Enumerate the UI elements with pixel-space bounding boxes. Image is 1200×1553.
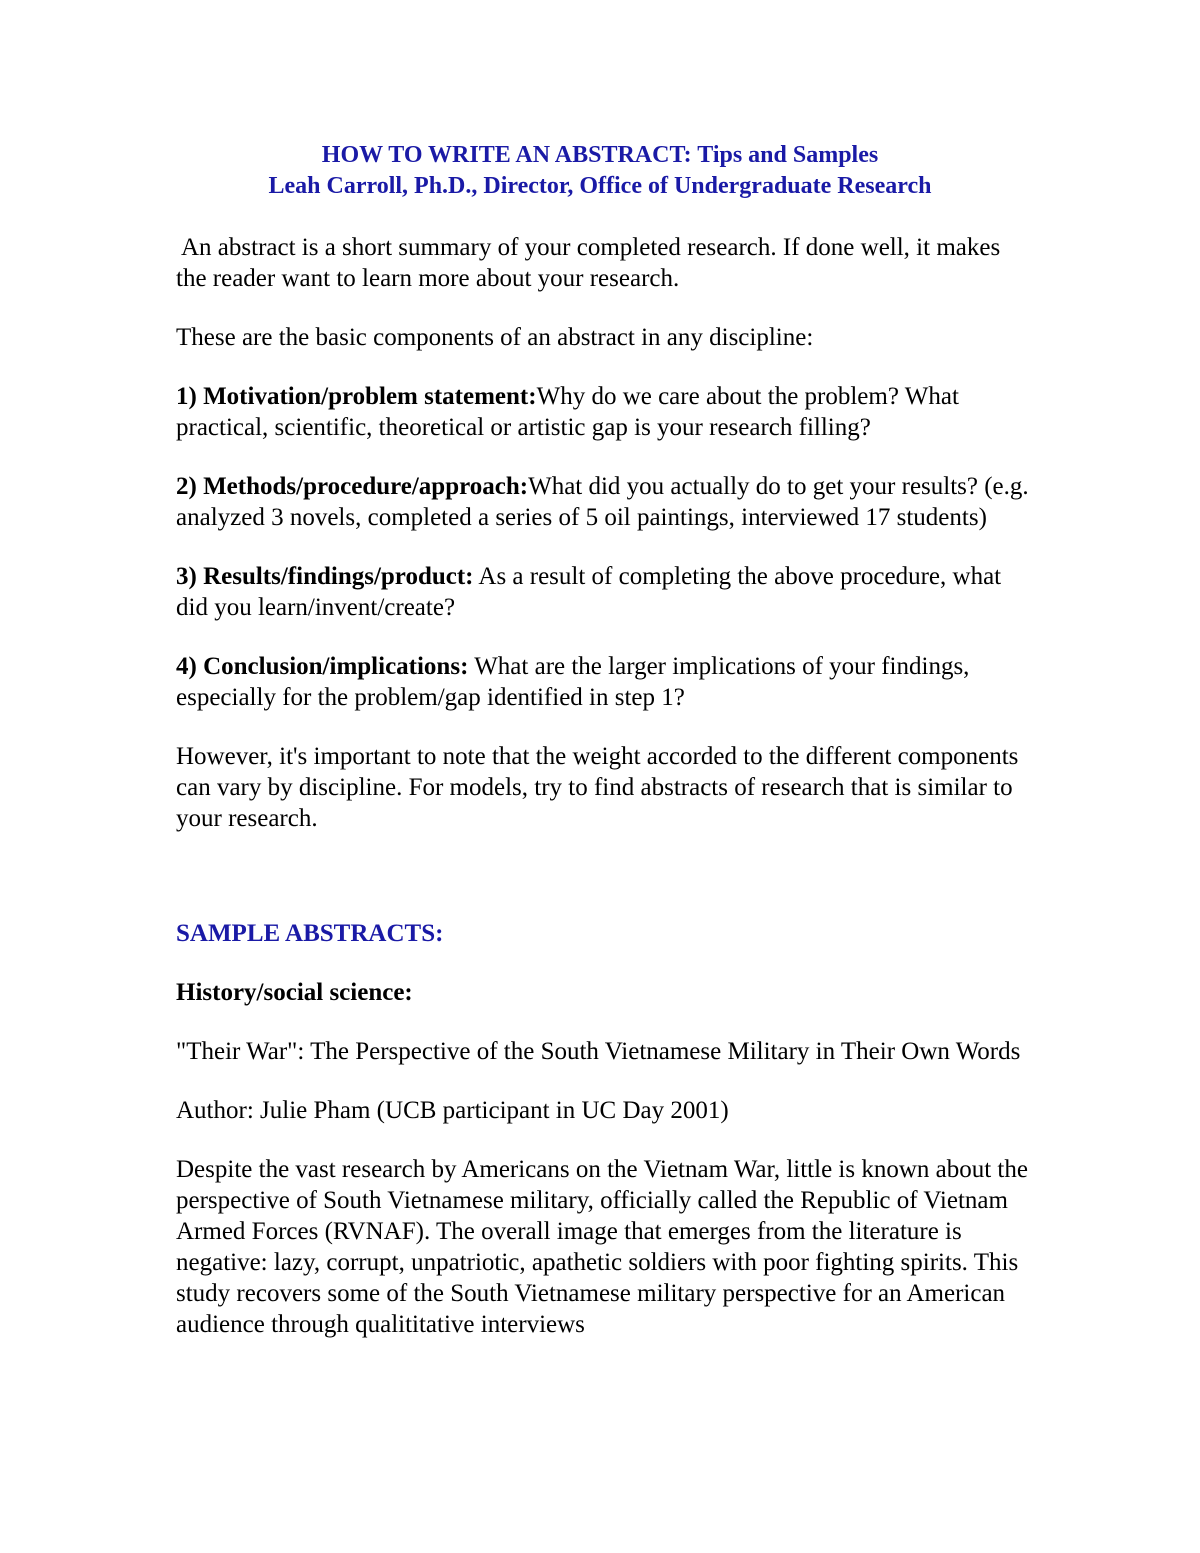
document-subtitle: Leah Carroll, Ph.D., Director, Office of Undergraduate Research bbox=[268, 173, 932, 199]
components-lead: These are the basic components of an abstract in any discipline: bbox=[176, 324, 814, 351]
component-text: As a result of completing the above procedure, what did you learn/invent/create? bbox=[176, 563, 1002, 621]
component-item bbox=[176, 471, 1036, 533]
sample-author: Author: Julie Pham (UCB participant in UC Day 2001) bbox=[176, 1097, 729, 1124]
sample-abstract-text: Despite the vast research by Americans on the Vietnam War, little is known about the perspective of South Vietnamese military, officially called the Republic of Vietnam Armed Forces (RVNAF). The overall image that emerges from the literature is negative: lazy, corrupt, unpatriotic, apathetic soldiers with poor fighting spirits. This study recovers some of the South Vietnamese military perspective for an American audience through qualititative interviews bbox=[176, 1156, 1028, 1338]
sample-abstracts-heading: SAMPLE ABSTRACTS: bbox=[176, 920, 444, 947]
sample-paper-title: "Their War": The Perspective of the South Vietnamese Military in Their Own Words bbox=[176, 1038, 1021, 1065]
document-page bbox=[176, 140, 1036, 1368]
component-label: 2) Methods/procedure/approach: bbox=[176, 473, 529, 500]
component-text: What did you actually do to get your results? (e.g. analyzed 3 novels, completed a series of 5 oil paintings, interviewed 17 students) bbox=[176, 473, 1029, 531]
component-text: Why do we care about the problem? What practical, scientific, theoretical or artistic gap is your research filling? bbox=[176, 383, 959, 441]
document-header bbox=[0, 140, 1200, 202]
component-label: 3) Results/findings/product: bbox=[176, 563, 474, 590]
note-paragraph: However, it's important to note that the weight accorded to the different components can vary by discipline. For models, try to find abstracts of research that is similar to your research. bbox=[176, 743, 1019, 832]
discipline-heading: History/social science: bbox=[176, 979, 413, 1006]
intro-paragraph: An abstract is a short summary of your completed research. If done well, it makes the reader want to learn more about your research. bbox=[176, 234, 1001, 292]
component-item bbox=[176, 561, 1036, 623]
document-title: HOW TO WRITE AN ABSTRACT: Tips and Samples bbox=[321, 142, 879, 168]
component-text: What are the larger implications of your findings, especially for the problem/gap identified in step 1? bbox=[176, 653, 970, 711]
component-item bbox=[176, 651, 1036, 713]
component-label: 4) Conclusion/implications: bbox=[176, 653, 469, 680]
component-label: 1) Motivation/problem statement: bbox=[176, 383, 537, 410]
component-item bbox=[176, 381, 1036, 443]
